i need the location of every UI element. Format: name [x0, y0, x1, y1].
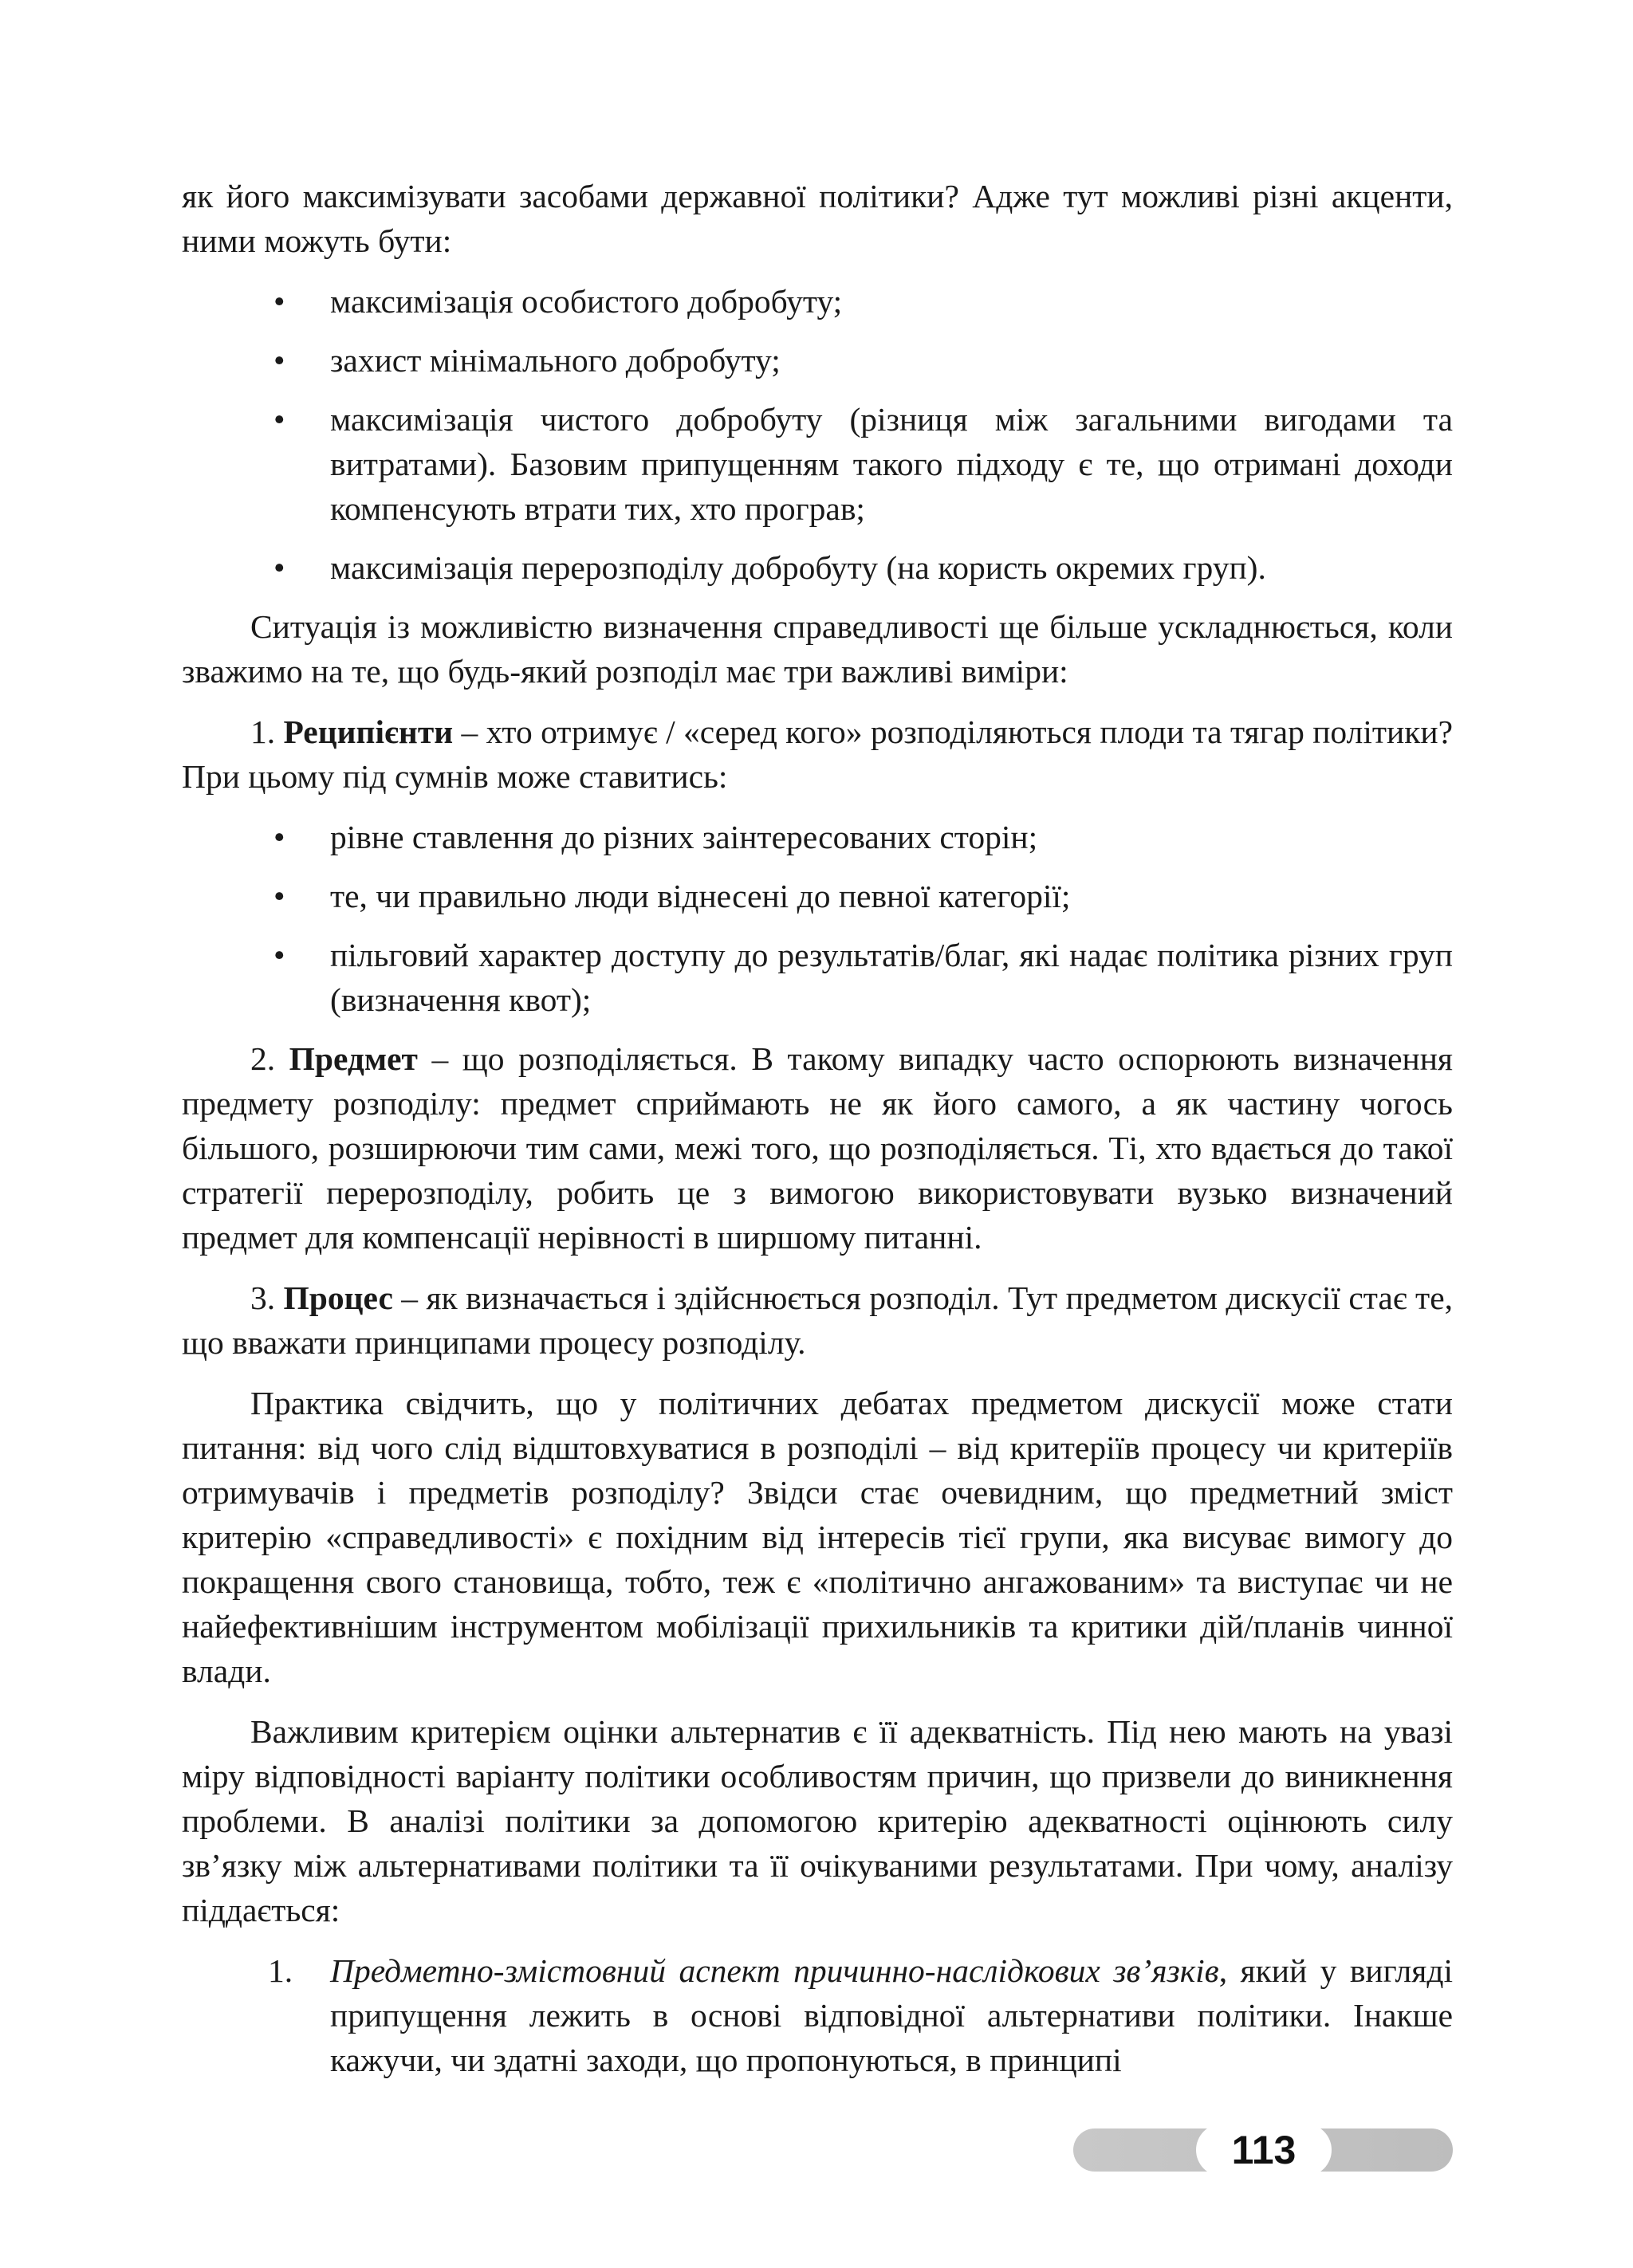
- numbered-item-process: 3. Процес – як визначається і здійснюється розподіл. Тут предметом дискусії стає те, що вважати принципами процесу розподілу.: [182, 1279, 1453, 1361]
- list-item: • те, чи правильно люди віднесені до певної категорії;: [182, 874, 1453, 918]
- bullet-icon: •: [273, 878, 285, 914]
- practice-paragraph: Практика свідчить, що у політичних дебатах предметом дискусії може стати питання: від чого слід відштовхуватися в розподілі – від критеріїв процесу чи критеріїв отримувачів і предметів розподілу? Звідси стає очевидним, що предметний зміст критерію «справедливості» є похідним від інтересів тієї групи, яка висуває вимогу до покращення свого становища, тобто, теж є «політично ангажованим» та виступає чи не найефективнішим інструментом мобілізації прихильників та критики дій/планів чинної влади.: [182, 1385, 1453, 1689]
- list-item: • максимізація перерозподілу добробуту (на користь окремих груп).: [182, 545, 1453, 590]
- numbered-item-recipients: 1. Реципієнти – хто отримує / «серед кого» розподіляються плоди та тягар політики? При цьому під сумнів може ставитись:: [182, 713, 1453, 795]
- welfare-bullet-list: [182, 279, 1453, 590]
- bullet-icon: •: [273, 937, 285, 973]
- bullet-icon: •: [273, 549, 285, 586]
- bullet-icon: •: [273, 401, 285, 438]
- list-item: • пільговий характер доступу до результатів/благ, які надає політика різних груп (визначення квот);: [182, 933, 1453, 1022]
- bullet-icon: •: [273, 819, 285, 855]
- list-item: • рівне ставлення до різних заінтересованих сторін;: [182, 815, 1453, 859]
- list-number: 1.: [268, 1952, 293, 1989]
- list-item: • максимізація особистого добробуту;: [182, 279, 1453, 324]
- adequacy-list: [182, 1948, 1453, 2082]
- term-process: Процес: [283, 1279, 393, 1316]
- page-body: [182, 174, 1453, 2082]
- bullet-icon: •: [273, 283, 285, 320]
- italic-term: Предметно-змістовний аспект причинно-наслідкових зв’язків: [330, 1952, 1219, 1989]
- recipients-bullet-list: [182, 815, 1453, 1022]
- situation-paragraph: Ситуація із можливістю визначення справедливості ще більше ускладнюється, коли зважимо на те, що будь-який розподіл має три важливі виміри:: [182, 608, 1453, 690]
- term-recipients: Реципієнти: [283, 713, 454, 750]
- bullet-icon: •: [273, 342, 285, 379]
- numbered-item-subject: 2. Предмет – що розподіляється. В такому випадку часто оспорюють визначення предмету розподілу: предмет сприймають не як його самого, а як частину чогось більшого, розширюючи тим сами, межі того, що розподіляється. Ті, хто вдається до такої стратегії перерозподілу, робить це з вимогою використовувати вузько визначений предмет для компенсації нерівності в ширшому питанні.: [182, 1040, 1453, 1256]
- list-item: 1. Предметно-змістовний аспект причинно-наслідкових зв’язків, який у вигляді припущення лежить в основі відповідної альтернативи політики. Інакше кажучи, чи здатні заходи, що пропонуються, в принципі: [182, 1948, 1453, 2082]
- list-item: • захист мінімального добробуту;: [182, 338, 1453, 383]
- intro-paragraph: як його максимізувати засобами державної політики? Адже тут можливі різні акценти, ними можуть бути:: [182, 178, 1453, 259]
- term-subject: Предмет: [289, 1040, 418, 1077]
- adequacy-paragraph: Важливим критерієм оцінки альтернатив є її адекватність. Під нею мають на увазі міру відповідності варіанту політики особливостям причин, що призвели до виникнення проблеми. В аналізі політики за допомогою критерію адекватності оцінюють силу зв’язку між альтернативами політики та її очікуваними результатами. При чому, аналізу піддається:: [182, 1713, 1453, 1928]
- page-number: 113: [1196, 2124, 1332, 2176]
- list-item: • максимізація чистого добробуту (різниця між загальними вигодами та витратами). Базовим припущенням такого підходу є те, що отримані доходи компенсують втрати тих, хто програв;: [182, 397, 1453, 531]
